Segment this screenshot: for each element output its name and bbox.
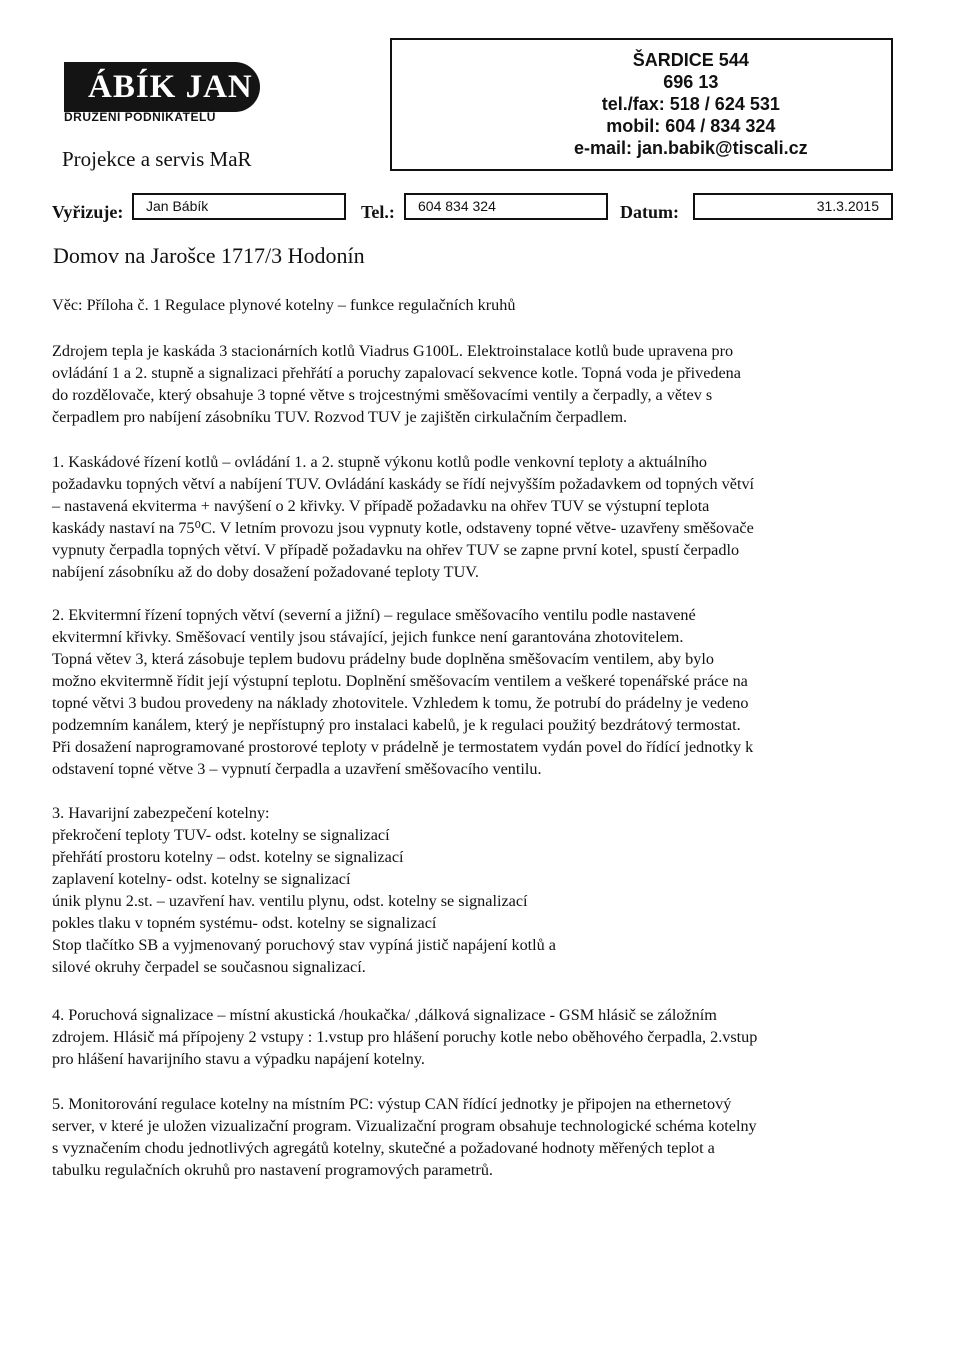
paragraph-monitoring [52,1093,892,1181]
company-logo [64,62,260,112]
text-line: překročení teploty TUV- odst. kotelny se signalizací [52,826,390,844]
text-line: do rozdělovače, který obsahuje 3 topné větve s trojcestnými směšovacími ventily a čerpadly, a větev s [52,386,713,404]
paragraph-equitherm-control [52,604,892,780]
subject-line: Věc: Příloha č. 1 Regulace plynové kotelny – funkce regulačních kruhů [52,296,516,314]
text-line: vypnuty čerpadla topných větví. V případě požadavku na ohřev TUV se zapne první kotel, spustí čerpadlo [52,541,740,559]
tel-field: 604 834 324 [404,193,608,220]
text-line: požadavku topných větví a nabíjení TUV. Ovládání kaskády se řídí nejvyšším požadavkem od topných větví [52,475,755,493]
text-line: přehřátí prostoru kotelny – odst. kotelny se signalizací [52,848,404,866]
text-line: Při dosažení naprogramované prostorové teploty v prádelně je termostatem vydán povel do řídící jednotky k [52,738,754,756]
paragraph-fault-signalling [52,1004,892,1070]
company-tagline: Projekce a servis MaR [62,147,252,171]
text-line: zdrojem. Hlásič má přípojeny 2 vstupy : 1.vstup pro hlášení poruchy kotle nebo oběhového čerpadla, 2.vstup [52,1028,758,1046]
text-line: odstavení topné větve 3 – vypnutí čerpadla a uzavření směšovacího ventilu. [52,760,542,778]
mobile-line: mobil: 604 / 834 324 [606,116,776,136]
text-line: podzemním kanálem, který je nepřístupný pro instalaci kabelů, je k regulaci použitý bezdrátový termostat. [52,716,741,734]
phone-fax-line: tel./fax: 518 / 624 531 [601,94,780,114]
tel-label: Tel.: [361,202,395,222]
logo-text: ÁBÍK JAN [88,69,253,105]
paragraph-emergency-protection [52,802,892,978]
text-line: Topná větev 3, která zásobuje teplem budovu prádelny bude doplněna směšovacím ventilem, aby bylo [52,650,714,668]
handler-label: Vyřizuje: [52,202,124,222]
text-line: pokles tlaku v topném systému- odst. kotelny se signalizací [52,914,437,932]
date-field: 31.3.2015 [693,193,893,220]
text-line: 2. Ekvitermní řízení topných větví (severní a jižní) – regulace směšovacího ventilu podle nastavené [52,606,696,624]
text-line: topné větvi 3 budou provedeny na náklady zhotovitele. Vzhledem k tomu, že potrubí do prádelny je vedeno [52,694,749,712]
date-label: Datum: [620,202,679,222]
text-line: – nastavená ekviterma + navýšení o 2 křivky. V případě požadavku na ohřev TUV se výstupní teplota [52,497,710,515]
text-line: možno ekvitermně řídit její výstupní teplotu. Doplnění směšovacím ventilem a veškeré topenářské práce na [52,672,748,690]
text-line: únik plynu 2.st. – uzavření hav. ventilu plynu, odst. kotelny se signalizací [52,892,528,910]
text-line: pro hlášení havarijního stavu a výpadku napájení kotelny. [52,1050,425,1068]
recipient-heading: Domov na Jarošce 1717/3 Hodonín [53,243,365,268]
text-line: s vyznačením chodu jednotlivých agregátů kotelny, skutečné a požadované hodnoty měřených teplot a [52,1139,715,1157]
paragraph-intro [52,340,892,428]
address-line: ŠARDICE 544 [632,50,749,70]
paragraph-cascade-control [52,451,892,583]
handler-field: Jan Bábík [132,193,346,220]
text-line: ovládání 1 a 2. stupně a signalizaci přehřátí a poruchy zapalovací sekvence kotle. Topná voda je přivedena [52,364,741,382]
postal-code-line: 696 13 [663,72,719,92]
contact-lines [574,49,808,159]
text-line: kaskády nastaví na 75⁰C. V letním provozu jsou vypnuty kotle, odstaveny topné větve- uzavřeny směšovače [52,519,754,537]
text-line: 4. Poruchová signalizace – místní akustická /houkačka/ ,dálková signalizace - GSM hlásič se záložním [52,1006,717,1024]
logo-subtitle: DRUŽENÍ PODNIKATELŮ [64,110,216,124]
text-line: Stop tlačítko SB a vyjmenovaný poruchový stav vypíná jistič napájení kotlů a [52,936,556,954]
text-line: nabíjení zásobníku až do doby dosažení požadované teploty TUV. [52,563,479,581]
text-line: server, v které je uložen vizualizační program. Vizualizační program obsahuje technologické schéma kotelny [52,1117,757,1135]
text-line: 3. Havarijní zabezpečení kotelny: [52,804,270,822]
text-line: zaplavení kotelny- odst. kotelny se signalizací [52,870,351,888]
text-line: tabulku regulačních okruhů pro nastavení programových parametrů. [52,1161,493,1179]
contact-box [390,38,893,171]
text-line: ekvitermní křivky. Směšovací ventily jsou stávající, jejich funkce není garantována zhotovitelem. [52,628,684,646]
text-line: 5. Monitorování regulace kotelny na místním PC: výstup CAN řídící jednotky je připojen na ethernetový [52,1095,732,1113]
text-line: silové okruhy čerpadel se současnou signalizací. [52,958,366,976]
text-line: Zdrojem tepla je kaskáda 3 stacionárních kotlů Viadrus G100L. Elektroinstalace kotlů bude upravena pro [52,342,734,360]
email-line: e-mail: jan.babik@tiscali.cz [574,138,808,158]
text-line: čerpadlem pro nabíjení zásobníku TUV. Rozvod TUV je zajištěn cirkulačním čerpadlem. [52,408,628,426]
text-line: 1. Kaskádové řízení kotlů – ovládání 1. a 2. stupně výkonu kotlů podle venkovní teploty a aktuálního [52,453,708,471]
